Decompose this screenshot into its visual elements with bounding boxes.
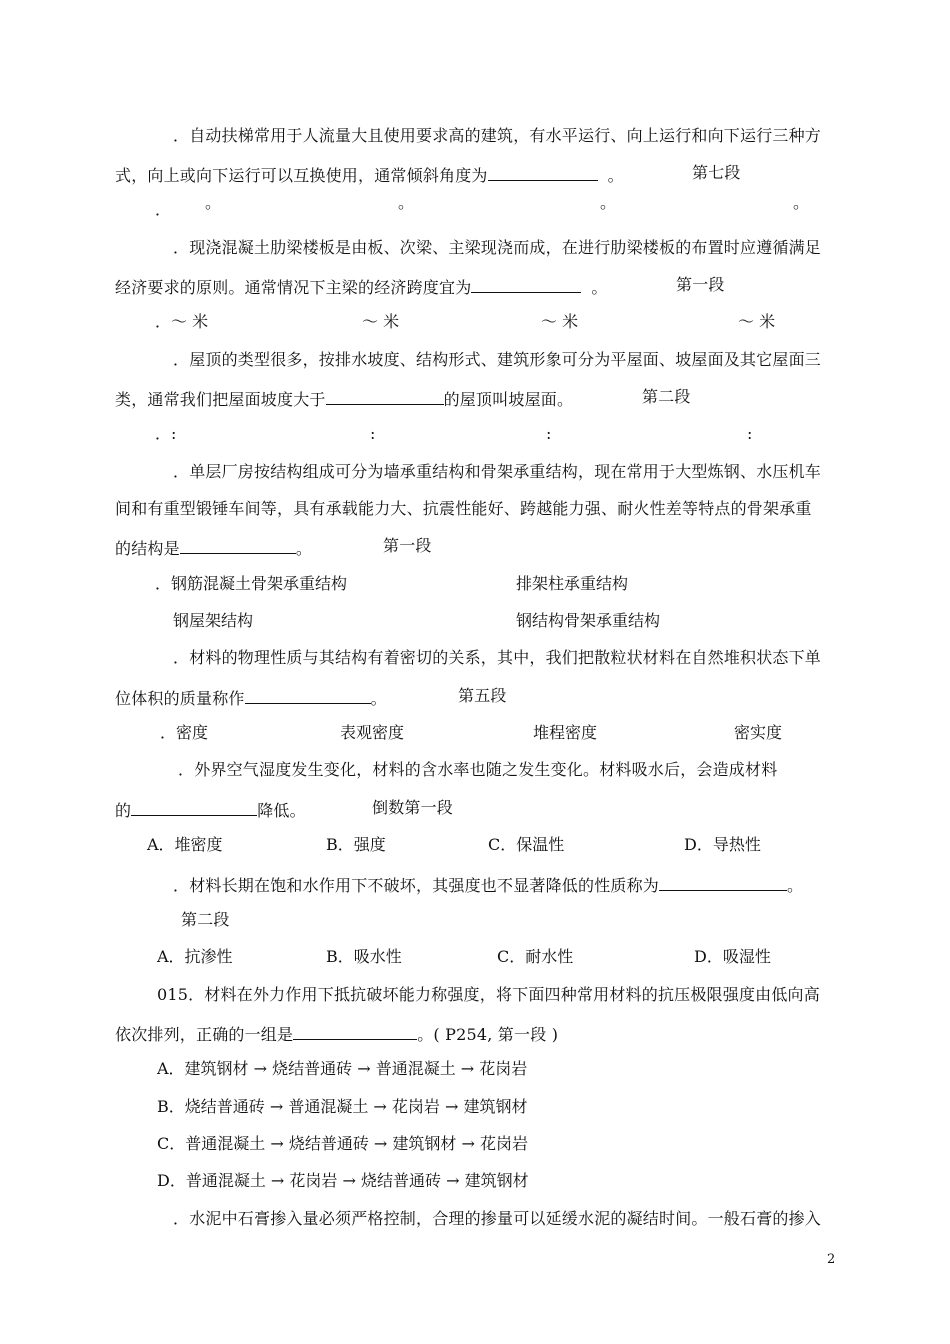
q7-line1-end: 。 — [787, 876, 804, 895]
q6-line2 — [115, 798, 306, 821]
q5-line2-end: 。 — [370, 689, 387, 708]
q2-option-c[interactable]: ～ 米 — [541, 312, 579, 331]
q6-line2-end: 降低。 — [257, 801, 306, 820]
q3-reference: 第二段 — [642, 387, 691, 406]
q3-line1: ．屋顶的类型很多，按排水坡度、结构形式、建筑形象可分为平屋面、坡屋面及其它屋面三 — [173, 350, 822, 369]
q1-reference: 第七段 — [692, 163, 741, 182]
q8-option-a[interactable]: A．建筑钢材 → 烧结普通砖 → 普通混凝土 → 花岗岩 — [157, 1059, 528, 1078]
q1-option-b[interactable]: 。 — [398, 193, 415, 212]
q8-line2-end: 。( P254, 第一段 ) — [417, 1025, 559, 1044]
q1-line2 — [115, 163, 624, 186]
q8-option-c[interactable]: C．普通混凝土 → 烧结普通砖 → 建筑钢材 → 花岗岩 — [157, 1134, 528, 1153]
q3-answer-blank[interactable] — [326, 387, 444, 405]
q5-reference: 第五段 — [458, 686, 507, 705]
q5-option-c[interactable]: 堆程密度 — [533, 723, 598, 742]
q6-option-d[interactable]: D．导热性 — [684, 835, 761, 854]
q8-line2 — [115, 1022, 558, 1045]
q2-option-d[interactable]: ～ 米 — [738, 312, 776, 331]
q4-line3 — [115, 536, 312, 559]
q1-line1: ．自动扶梯常用于人流量大且使用要求高的建筑，有水平运行、向上运行和向下运行三种方 — [173, 126, 822, 145]
q7-line1-text: ．材料长期在饱和水作用下不破坏，其强度也不显著降低的性质称为 — [173, 876, 660, 895]
q7-option-b[interactable]: B．吸水性 — [326, 947, 402, 966]
q4-option-c[interactable]: 钢屋架结构 — [173, 611, 254, 630]
q2-line1: ．现浇混凝土肋梁楼板是由板、次梁、主梁现浇而成，在进行肋梁楼板的布置时应遵循满足 — [173, 238, 822, 257]
q2-option-b[interactable]: ～ 米 — [362, 312, 400, 331]
q6-reference: 倒数第一段 — [372, 798, 454, 817]
q5-line1: ．材料的物理性质与其结构有着密切的关系，其中，我们把散粒状材料在自然堆积状态下单 — [173, 648, 822, 667]
q1-line2-end: 。 — [607, 166, 624, 185]
q4-line3-text: 的结构是 — [115, 539, 180, 558]
q8-option-b[interactable]: B．烧结普通砖 → 普通混凝土 → 花岗岩 → 建筑钢材 — [157, 1097, 528, 1116]
q2-answer-blank[interactable] — [471, 275, 581, 293]
q4-option-b[interactable]: 排架柱承重结构 — [516, 574, 629, 593]
q6-option-c[interactable]: C．保温性 — [488, 835, 565, 854]
q5-line2 — [115, 686, 387, 709]
q3-line2-text: 类，通常我们把屋面坡度大于 — [115, 390, 326, 409]
q4-option-a[interactable]: ．钢筋混凝土骨架承重结构 — [155, 574, 348, 593]
q1-option-a[interactable]: 。 — [205, 193, 222, 212]
q4-line1: ．单层厂房按结构组成可分为墙承重结构和骨架承重结构，现在常用于大型炼钢、水压机车 — [173, 462, 822, 481]
q2-line2 — [115, 275, 608, 298]
q4-line3-end: 。 — [295, 539, 313, 558]
q4-reference: 第一段 — [383, 536, 432, 555]
q7-option-d[interactable]: D．吸湿性 — [694, 947, 771, 966]
q7-answer-blank[interactable] — [659, 873, 787, 891]
q6-line1: ．外界空气湿度发生变化，材料的含水率也随之发生变化。材料吸水后，会造成材料 — [178, 760, 778, 779]
q7-option-c[interactable]: C．耐水性 — [497, 947, 574, 966]
q8-line2-text: 依次排列，正确的一组是 — [115, 1025, 294, 1044]
q3-line2-end: 的屋顶叫坡屋面。 — [443, 390, 574, 409]
q4-answer-blank[interactable] — [180, 536, 296, 554]
q6-option-b[interactable]: B．强度 — [326, 835, 386, 854]
q5-option-b[interactable]: 表观密度 — [340, 723, 405, 742]
q1-option-c[interactable]: 。 — [600, 193, 617, 212]
q5-answer-blank[interactable] — [245, 686, 371, 704]
q7-reference: 第二段 — [181, 910, 230, 929]
q4-line2: 间和有重型锻锤车间等，具有承载能力大、抗震性能好、跨越能力强、耐火性差等特点的骨架承重 — [115, 499, 812, 518]
q2-option-a[interactable]: ．～ 米 — [155, 312, 209, 331]
q3-option-c[interactable]: : — [546, 424, 552, 443]
q3-option-b[interactable]: : — [370, 424, 376, 443]
q3-option-d[interactable]: : — [747, 424, 753, 443]
q3-option-a[interactable]: ．: — [155, 424, 177, 443]
q7-option-a[interactable]: A．抗渗性 — [157, 947, 233, 966]
q4-option-d[interactable]: 钢结构骨架承重结构 — [516, 611, 661, 630]
q5-line2-text: 位体积的质量称作 — [115, 689, 245, 708]
q5-option-d[interactable]: 密实度 — [734, 723, 783, 742]
q9-line1: ．水泥中石膏掺入量必须严格控制，合理的掺量可以延缓水泥的凝结时间。一般石膏的掺入 — [173, 1209, 822, 1228]
q8-option-d[interactable]: D．普通混凝土 → 花岗岩 → 烧结普通砖 → 建筑钢材 — [157, 1171, 529, 1190]
q1-option-d[interactable]: 。 — [793, 193, 810, 212]
q6-line2-text: 的 — [115, 801, 132, 820]
q1-line2-text: 式，向上或向下运行可以互换使用，通常倾斜角度为 — [115, 166, 488, 185]
q8-answer-blank[interactable] — [293, 1022, 417, 1040]
q6-answer-blank[interactable] — [131, 798, 257, 816]
page-number: 2 — [827, 1252, 836, 1267]
q1-answer-blank[interactable] — [488, 163, 598, 181]
q8-line1: 015．材料在外力作用下抵抗破坏能力称强度，将下面四种常用材料的抗压极限强度由低向高 — [157, 985, 820, 1004]
q7-line1 — [173, 873, 803, 896]
q3-line2 — [115, 387, 573, 410]
q1-option-marker: ． — [155, 200, 172, 219]
q2-line2-text: 经济要求的原则。通常情况下主梁的经济跨度宜为 — [115, 278, 472, 297]
q6-option-a[interactable]: A．堆密度 — [147, 835, 223, 854]
q2-line2-end: 。 — [591, 278, 608, 297]
q5-option-a[interactable]: ．密度 — [160, 723, 209, 742]
q2-reference: 第一段 — [676, 275, 725, 294]
